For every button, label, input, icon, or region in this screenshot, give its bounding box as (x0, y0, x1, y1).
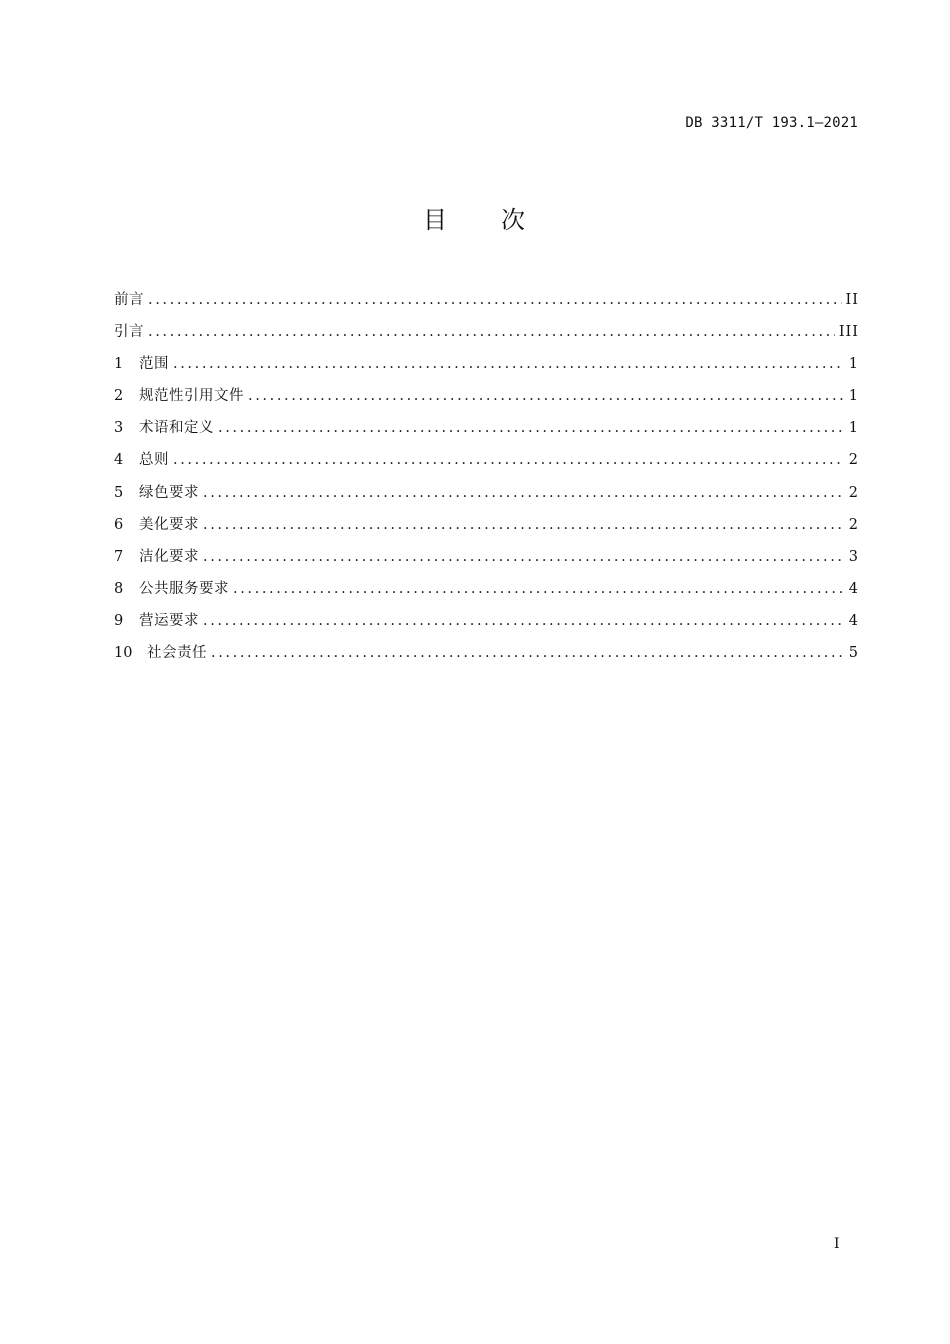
toc-entry-6[interactable] (114, 509, 859, 541)
toc-entry-label: 绿色要求 (139, 484, 199, 501)
toc-entry-page: 2 (848, 452, 859, 469)
toc-entry-7[interactable] (114, 541, 859, 573)
toc-entry-number: 8 (114, 580, 124, 597)
toc-entry-number: 1 (114, 356, 124, 373)
toc-leader-dots (203, 605, 845, 637)
toc-title-second-char: 次 (501, 206, 527, 234)
toc-entry-number: 10 (114, 645, 133, 662)
toc-leader-dots (233, 573, 845, 605)
toc-entry-page: 3 (848, 548, 859, 565)
toc-entry-label: 术语和定义 (139, 420, 214, 437)
toc-entry-9[interactable] (114, 605, 859, 637)
toc-entry-page: 2 (848, 516, 859, 533)
toc-leader-dots (203, 477, 845, 509)
toc-entry-label: 美化要求 (139, 516, 199, 533)
toc-entry-label: 总则 (139, 452, 169, 469)
toc-entry-page: III (838, 324, 859, 341)
toc-entry-page: 1 (848, 356, 859, 373)
toc-leader-dots (211, 637, 845, 669)
toc-entry-page: II (845, 292, 859, 308)
toc-entry-number: 6 (114, 516, 124, 533)
toc-entry-1[interactable] (114, 348, 859, 380)
toc-entry-label: 社会责任 (147, 645, 207, 662)
toc-entry-number: 4 (114, 452, 124, 469)
toc-entry-10[interactable] (114, 637, 859, 669)
toc-entry-8[interactable] (114, 573, 859, 605)
toc-leader-dots (173, 444, 845, 476)
toc-entry-label: 前言 (114, 292, 144, 308)
page-number: I (834, 1236, 840, 1252)
toc-entry-label: 洁化要求 (139, 548, 199, 565)
toc-entry-page: 1 (848, 388, 859, 405)
toc-entry-number: 9 (114, 612, 124, 629)
toc-entry-page: 4 (848, 612, 859, 629)
toc-title-first-char: 目 (423, 206, 449, 234)
toc-entry-5[interactable] (114, 477, 859, 509)
toc-leader-dots (218, 412, 845, 444)
toc-entry-label: 引言 (114, 324, 144, 341)
toc-leader-dots (248, 380, 845, 412)
toc-entry-page: 5 (848, 645, 859, 662)
toc-entry-3[interactable] (114, 412, 859, 444)
standard-code: DB 3311/T 193.1—2021 (685, 115, 858, 131)
toc-title (0, 200, 950, 235)
toc-entry-foreword[interactable] (114, 284, 859, 316)
toc-entry-page: 2 (848, 484, 859, 501)
toc-entry-number: 5 (114, 484, 124, 501)
toc-leader-dots (148, 284, 842, 316)
toc-entry-4[interactable] (114, 444, 859, 476)
toc-entry-number: 7 (114, 548, 124, 565)
toc-entry-page: 4 (848, 580, 859, 597)
toc-leader-dots (203, 541, 845, 573)
toc-entry-page: 1 (848, 420, 859, 437)
toc-leader-dots (148, 316, 835, 348)
toc-leader-dots (203, 509, 845, 541)
toc-entry-label: 规范性引用文件 (139, 388, 244, 405)
toc-entry-label: 范围 (139, 356, 169, 373)
toc-entry-number: 3 (114, 420, 124, 437)
toc-list (114, 284, 859, 669)
toc-entry-label: 营运要求 (139, 612, 199, 629)
toc-entry-introduction[interactable] (114, 316, 859, 348)
toc-entry-2[interactable] (114, 380, 859, 412)
toc-entry-label: 公共服务要求 (139, 580, 229, 597)
toc-entry-number: 2 (114, 388, 124, 405)
toc-leader-dots (173, 348, 845, 380)
